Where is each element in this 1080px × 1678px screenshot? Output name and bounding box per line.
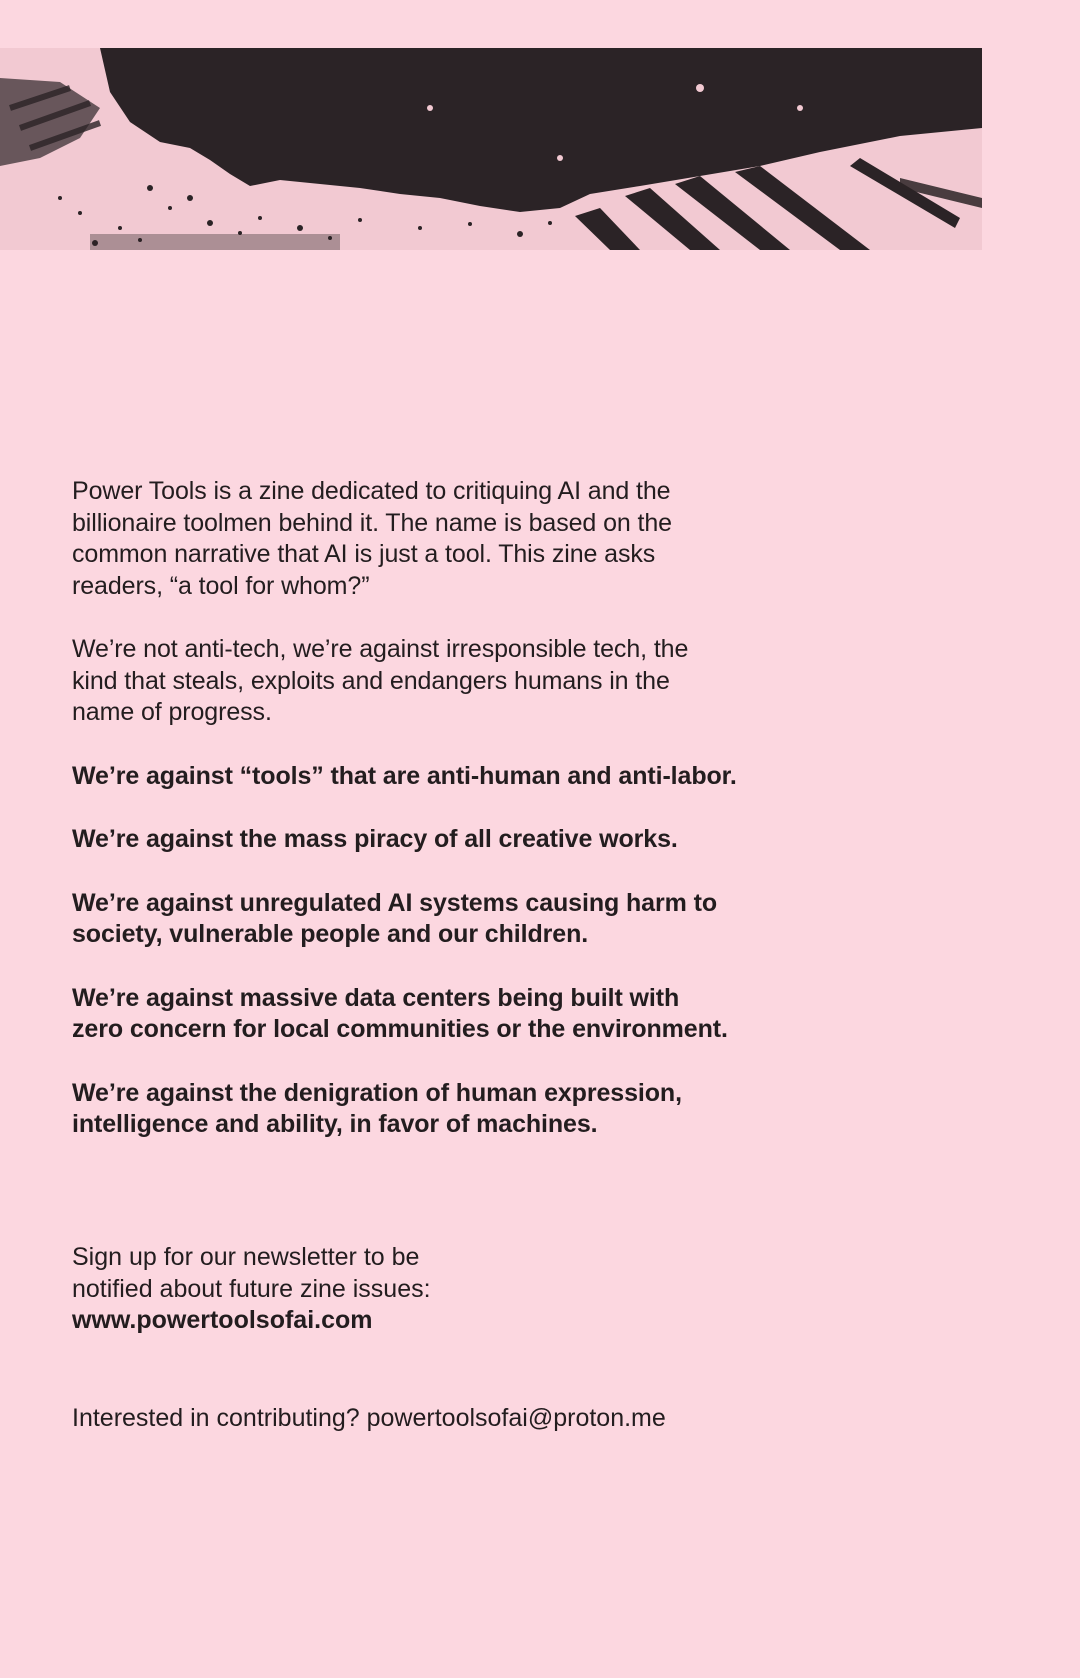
intro-line: Power Tools is a zine dedicated to critiquing AI and the bbox=[72, 477, 671, 505]
contribute-line[interactable]: Interested in contributing? powertoolsofai@proton.me bbox=[72, 1404, 666, 1432]
position-line: We’re not anti-tech, we’re against irresponsible tech, the bbox=[72, 635, 689, 663]
newsletter-url-link[interactable]: www.powertoolsofai.com bbox=[72, 1306, 373, 1334]
stance-line: society, vulnerable people and our children. bbox=[72, 920, 589, 948]
stance-line: We’re against massive data centers being built with bbox=[72, 983, 680, 1012]
signup-line: notified about future zine issues: bbox=[72, 1274, 431, 1303]
stance-statement bbox=[72, 983, 952, 1046]
stance-line: We’re against unregulated AI systems causing harm to bbox=[72, 888, 717, 917]
intro-line: common narrative that AI is just a tool. This zine asks bbox=[72, 540, 656, 568]
stance-statement bbox=[72, 761, 952, 793]
banner-artwork bbox=[0, 48, 982, 250]
intro-line: readers, “a tool for whom?” bbox=[72, 571, 370, 600]
position-line: name of progress. bbox=[72, 698, 272, 726]
stance-statement bbox=[72, 824, 952, 856]
stance-line: intelligence and ability, in favor of machines. bbox=[72, 1110, 598, 1138]
stance-statement bbox=[72, 1078, 952, 1141]
intro-line: billionaire toolmen behind it. The name is based on the bbox=[72, 508, 672, 537]
stance-line: We’re against the denigration of human expression, bbox=[72, 1078, 682, 1107]
newsletter-signup bbox=[72, 1242, 952, 1337]
manifesto-body bbox=[72, 476, 952, 1141]
position-paragraph bbox=[72, 634, 952, 729]
stance-statement bbox=[72, 888, 952, 951]
halftone-banner-image bbox=[0, 48, 982, 250]
position-line: kind that steals, exploits and endangers humans in the bbox=[72, 666, 670, 695]
signup-line: Sign up for our newsletter to be bbox=[72, 1243, 420, 1271]
intro-paragraph bbox=[72, 476, 952, 602]
stance-line: zero concern for local communities or the environment. bbox=[72, 1015, 728, 1043]
stance-line: We’re against the mass piracy of all creative works. bbox=[72, 825, 678, 853]
stance-line: We’re against “tools” that are anti-human and anti-labor. bbox=[72, 761, 737, 790]
